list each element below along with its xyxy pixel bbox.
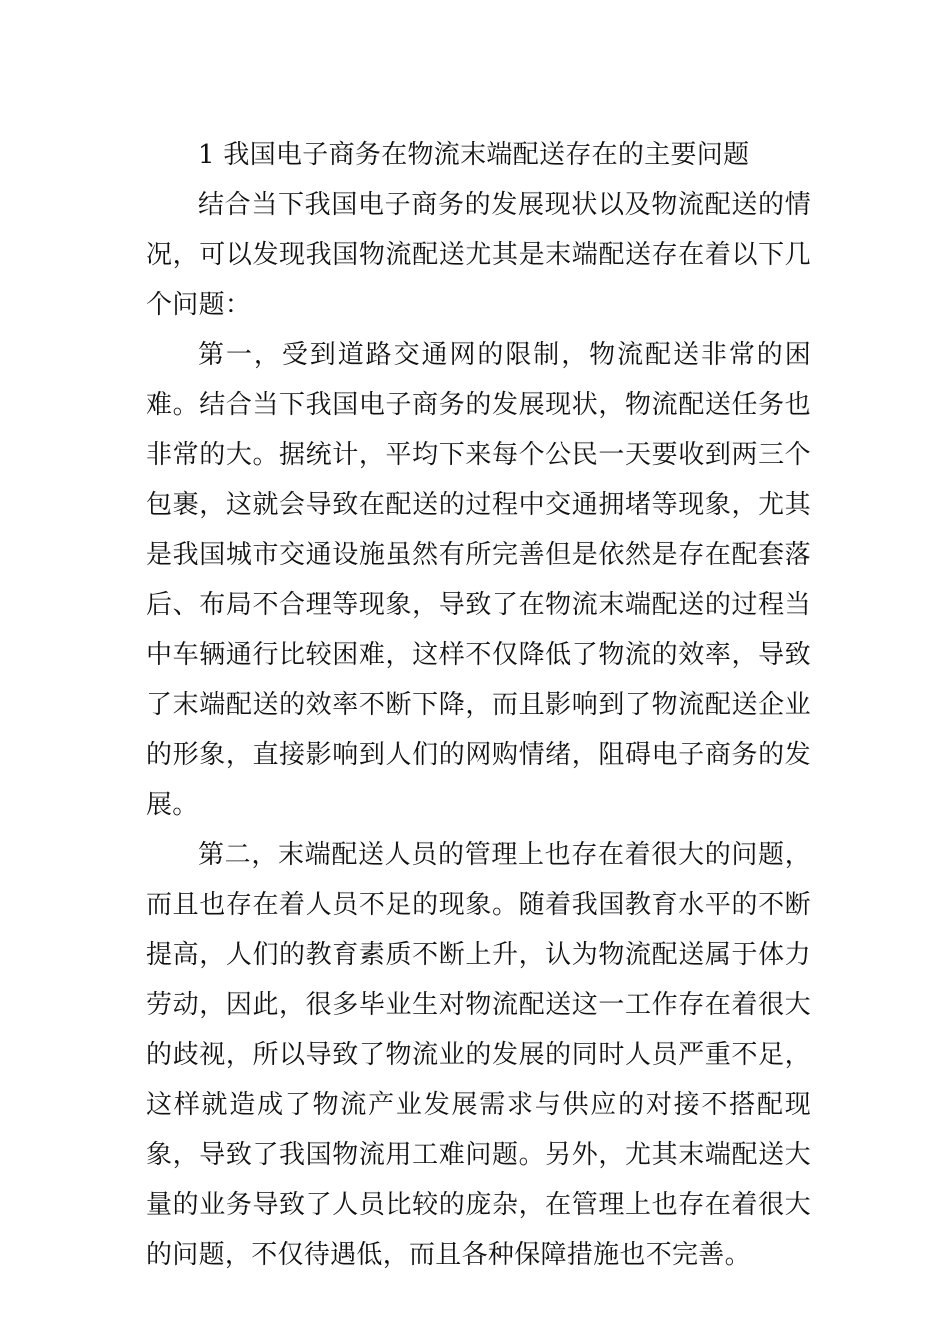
paragraph-first-issue: 第一，受到道路交通网的限制，物流配送非常的困难。结合当下我国电子商务的发展现状，物流配送任务也非常的大。据统计，平均下来每个公民一天要收到两三个包裹，这就会导致在配送的过程中交通拥堵等现象，尤其是我国城市交通设施虽然有所完善但是依然是存在配套落后、布局不合理等现象，导致了在物流末端配送的过程当中车辆通行比较困难，这样不仅降低了物流的效率，导致了末端配送的效率不断下降，而且影响到了物流配送企业的形象，直接影响到人们的网购情绪，阻碍电子商务的发展。 [146, 340, 811, 820]
section-heading: 1 我国电子商务在物流末端配送存在的主要问题 [198, 140, 750, 170]
paragraph-intro: 结合当下我国电子商务的发展现状以及物流配送的情况，可以发现我国物流配送尤其是末端配送存在着以下几个问题： [146, 190, 811, 320]
document-body [146, 130, 811, 1280]
paragraph-second-issue: 第二，末端配送人员的管理上也存在着很大的问题，而且也存在着人员不足的现象。随着我国教育水平的不断提高，人们的教育素质不断上升，认为物流配送属于体力劳动，因此，很多毕业生对物流配送这一工作存在着很大的歧视，所以导致了物流业的发展的同时人员严重不足，这样就造成了物流产业发展需求与供应的对接不搭配现象，导致了我国物流用工难问题。另外，尤其末端配送大量的业务导致了人员比较的庞杂，在管理上也存在着很大的问题，不仅待遇低，而且各种保障措施也不完善。 [146, 840, 811, 1270]
